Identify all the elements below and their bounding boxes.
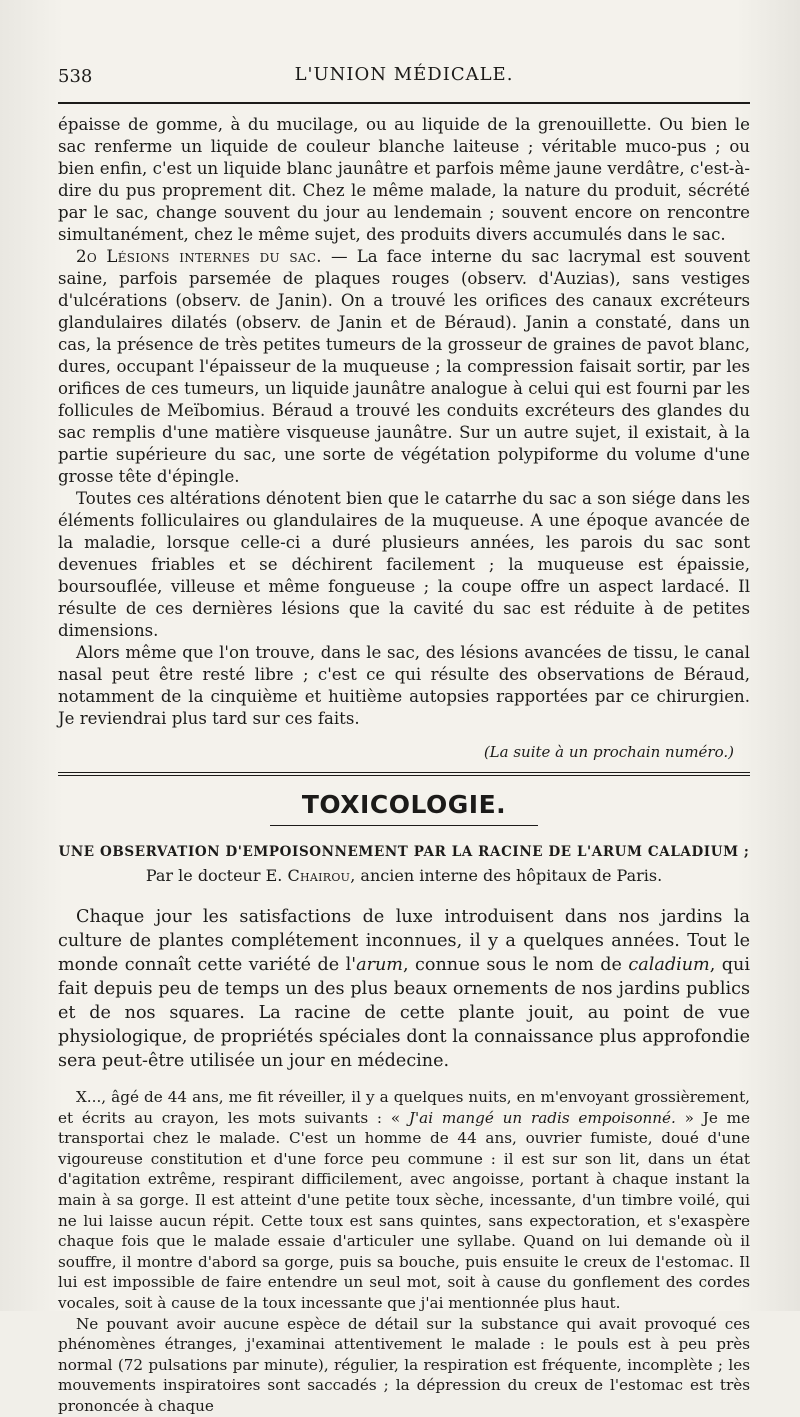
subsection-label: 2o Lésions internes du sac. bbox=[76, 247, 322, 266]
section-heading: TOXICOLOGIE. bbox=[301, 790, 507, 819]
paragraph: Toutes ces altérations dénotent bien que le catarrhe du sac a son siége dans les éléments folliculaires ou glandulaires de la muqueuse. A une époque avancée de la maladie, lorsque celle-ci a duré plusieurs années, les parois du sac sont devenues friables et se déchirent facilement ; la muqueuse est épaissie, boursouflée, villeuse et même fongueuse ; la coupe offre un aspect lardacé. Il résulte de ces dernières lésions que la cavité du sac est réduite à de petites dimensions. bbox=[58, 489, 750, 640]
case-observation bbox=[58, 1087, 750, 1417]
continuation-note: (La suite à un prochain numéro.) bbox=[483, 743, 734, 761]
page-number: 538 bbox=[58, 66, 93, 87]
author-suffix: , ancien interne des hôpitaux de Paris. bbox=[350, 866, 663, 885]
paragraph: épaisse de gomme, à du mucilage, ou au liquide de la grenouillette. Ou bien le sac renferme un liquide de couleur blanche laiteuse ; véritable muco-pus ; ou bien enfin, c'est un liquide blanc jaunâtre et parfois même jaune verdâtre, c'est-à-dire du pus proprement dit. Chez le même malade, la nature du produit, sécrété par le sac, change souvent du jour au lendemain ; souvent encore on rencontre simultanément, chez le même sujet, des produits divers accumulés dans le sac. bbox=[58, 115, 750, 244]
continued-article bbox=[58, 114, 750, 762]
author-prefix: Par le docteur E. bbox=[145, 866, 288, 885]
section-divider bbox=[58, 772, 750, 776]
paragraph-text: — La face interne du sac lacrymal est souvent saine, parfois parsemée de plaques rouges (observ. d'Auzias), sans vestiges d'ulcérations (observ. de Janin). On a trouvé les orifices des canaux excréteurs glandulaires dilatés (observ. de Janin et de Béraud). Janin a constaté, dans un cas, la présence de très petites tumeurs de la grosseur de graines de pavot blanc, dures, occupant l'épaisseur de la muqueuse ; la compression faisait sortir, par les orifices de ces tumeurs, un liquide jaunâtre analogue à celui qui est fourni par les follicules de Meïbomius. Béraud a trouvé les conduits excréteurs des glandes du sac remplis d'une matière visqueuse jaunâtre. Sur un autre sujet, il existait, à la partie supérieure du sac, une sorte de végétation polypiforme du volume d'une grosse tête d'épingle. bbox=[58, 247, 751, 486]
header-rule bbox=[58, 102, 750, 104]
article-introduction bbox=[58, 905, 750, 1073]
running-head bbox=[58, 62, 750, 88]
paragraph: X..., âgé de 44 ans, me fit réveiller, il y a quelques nuits, en m'envoyant grossièrement, et écrits au crayon, les mots suivants : « J'ai mangé un radis empoisonné. » Je me transportai chez le malade. C'est un homme de 44 ans, ouvrier fumiste, doué d'une vigoureuse constitution et d'une force peu commune : il est sur son lit, dans un état d'agitation extrême, respirant difficilement, avec angoisse, portant à chaque instant la main à sa gorge. Il est atteint d'une petite toux sèche, incessante, d'un timbre voilé, qui ne lui laisse aucun répit. Cette toux est sans quintes, sans expectoration, et s'exaspère chaque fois que le malade essaie d'articuler une syllabe. Quand on lui demande où il souffre, il montre d'abord sa gorge, puis sa bouche, puis ensuite le creux de l'estomac. Il lui est impossible de faire entendre un seul mot, soit à cause du gonflement des cordes vocales, soit à cause de la toux incessante que j'ai mentionnée plus haut. bbox=[58, 1088, 750, 1312]
patient-quote: J'ai mangé un radis empoisonné. bbox=[408, 1108, 676, 1127]
paragraph bbox=[58, 246, 750, 488]
article-author bbox=[58, 866, 750, 885]
author-name: Chairou bbox=[287, 866, 351, 885]
term-caladium: caladium bbox=[628, 955, 710, 975]
article-title: UNE OBSERVATION D'EMPOISONNEMENT PAR LA RACINE DE L'ARUM CALADIUM ; bbox=[58, 844, 750, 860]
paragraph: Chaque jour les satisfactions de luxe introduisent dans nos jardins la culture de plantes complétement inconnues, il y a quelques années. Tout le monde connaît cette variété de l'arum, connue sous le nom de caladium, qui fait depuis peu de temps un des plus beaux ornements de nos jardins publics et de nos squares. La racine de cette plante jouit, au point de vue physiologique, de propriétés spéciales dont la connaissance plus approfondie sera peut-être utilisée un jour en médecine. bbox=[58, 907, 750, 1071]
journal-title: L'UNION MÉDICALE. bbox=[294, 64, 514, 85]
paragraph: Ne pouvant avoir aucune espèce de détail sur la substance qui avait provoqué ces phénomènes étranges, j'examinai attentivement le malade : le pouls est à peu près normal (72 pulsations par minute), régulier, la respiration est fréquente, incomplète ; les mouvements inspiratoires sont saccadés ; la dépression du creux de l'estomac est très prononcée à chaque bbox=[58, 1314, 750, 1415]
paragraph: Alors même que l'on trouve, dans le sac, des lésions avancées de tissu, le canal nasal peut être resté libre ; c'est ce qui résulte des observations de Béraud, notamment de la cinquième et huitième autopsies rapportées par ce chirurgien. Je reviendrai plus tard sur ces faits. bbox=[58, 643, 750, 728]
heading-rule bbox=[270, 825, 538, 826]
term-arum: arum bbox=[356, 955, 403, 975]
